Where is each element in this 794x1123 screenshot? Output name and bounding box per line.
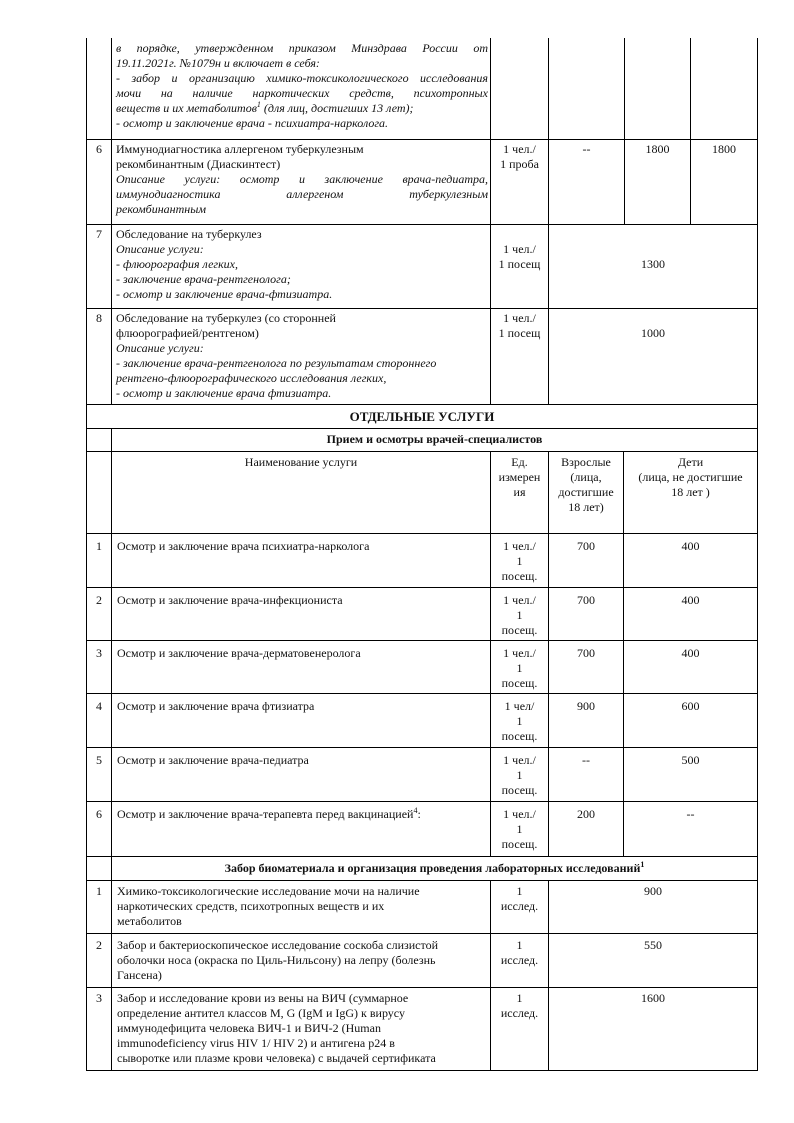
column-header-unit: Ед. измерен ия	[498, 455, 541, 499]
price-cell: 1000	[641, 326, 665, 340]
row-divider	[86, 139, 757, 140]
price-cell: 1800	[712, 142, 736, 156]
price-cell: 1300	[641, 257, 665, 271]
child-price: 400	[681, 646, 700, 660]
row-number: 4	[96, 699, 102, 713]
service-description: Забор и исследование крови из вены на ВИЧ (суммарное определение антител классов M, G (IgM и IgG) к вирусу иммунодефицита человека ВИЧ-1 и ВИЧ-2 (Human immunodeficiency virus HIV 1/ HIV 2) и антигена p24 в сыворотке или плазме крови человека) с выдачей сертификата	[117, 991, 436, 1065]
row-number: 1	[96, 539, 102, 553]
unit-cell: 1 чел./ 1 посещ	[498, 242, 541, 271]
row-divider	[86, 693, 757, 694]
col-divider-price	[624, 38, 625, 224]
service-description: Иммунодиагностика аллергеном туберкулезным рекомбинантным (Диаскинтест) Описание услуги: осмотр и заключение врача-педиатра, иммунодиагностика аллергеном туберкулезным рекомбинантным	[116, 142, 488, 216]
unit-cell: 1 чел./ 1 посещ.	[501, 753, 538, 797]
col-divider-num	[111, 38, 112, 404]
row-divider	[86, 801, 757, 802]
column-header-adults: Взрослые (лица, достигшие 18 лет)	[558, 455, 614, 514]
row-number: 2	[96, 593, 102, 607]
unit-cell: 1 чел./ 1 посещ.	[501, 593, 538, 637]
service-name: Осмотр и заключение врача-дерматовенеролога	[117, 646, 361, 660]
col-divider-unit	[548, 880, 549, 1071]
price-cell: 550	[644, 938, 662, 952]
row-number: 1	[96, 884, 102, 898]
row-number: 6	[96, 807, 102, 821]
service-description: Забор и бактериоскопическое исследование соскоба слизистой оболочки носа (окраска по Циль-Нильсону) на лепру (болезнь Гансена)	[117, 938, 439, 982]
unit-cell: 1 чел/ 1 посещ.	[501, 699, 538, 743]
row-number: 2	[96, 938, 102, 952]
column-header-children: Дети (лица, не достигшие 18 лет )	[638, 455, 743, 499]
row-number: 5	[96, 753, 102, 767]
unit-cell: 1 исслед.	[500, 938, 539, 967]
child-price: 500	[681, 753, 700, 767]
adult-price: 700	[577, 539, 595, 553]
col-divider-num	[111, 428, 112, 1071]
row-divider	[86, 224, 757, 225]
row-divider	[86, 747, 757, 748]
continued-description: в порядке, утвержденном приказом Минздрава России от 19.11.2021г. №1079н и включает в себя: - забор и организацию химико-токсикологического исследования мочи на наличие наркотических средств, психотропных веществ и их метаболитов$^1$ (для лиц, достигших 13 лет); - осмотр и заключение врача - психиатра-нарколога.	[116, 41, 488, 130]
row-divider	[86, 428, 757, 429]
adult-price: 700	[577, 593, 595, 607]
price-cell: --	[582, 142, 591, 156]
col-divider-unit	[548, 38, 549, 404]
unit-cell: 1 чел./ 1 посещ.	[501, 807, 538, 851]
unit-cell: 1 чел./ 1 проба	[500, 142, 539, 171]
row-number: 7	[96, 227, 102, 241]
row-divider	[86, 587, 757, 588]
service-name: Осмотр и заключение врача-педиатра	[117, 753, 309, 767]
unit-cell: 1 исслед.	[500, 991, 539, 1020]
table-border-bottom	[86, 1070, 757, 1071]
adult-price: 900	[577, 699, 595, 713]
row-divider	[86, 533, 757, 534]
service-name: Осмотр и заключение врача-инфекциониста	[117, 593, 343, 607]
child-price: --	[686, 807, 695, 821]
row-divider	[86, 404, 757, 405]
service-name: Осмотр и заключение врача-терапевта перед вакцинацией$^4$:	[117, 806, 421, 821]
row-number: 3	[96, 991, 102, 1005]
service-name: Осмотр и заключение врача фтизиатра	[117, 699, 315, 713]
col-divider-price	[690, 38, 691, 224]
child-price: 400	[681, 539, 700, 553]
price-cell: 900	[644, 884, 662, 898]
unit-cell: 1 исслед.	[500, 884, 539, 913]
row-divider	[86, 308, 757, 309]
row-number: 3	[96, 646, 102, 660]
adult-price: --	[582, 753, 590, 767]
adult-price: 700	[577, 646, 595, 660]
price-cell: 1800	[645, 142, 670, 156]
service-description: Обследование на туберкулез (со сторонней флюорографией/рентгеном) Описание услуги: - заключение врача-рентгенолога по результатам стороннего рентгено-флюорографического исследования легких, - осмотр и заключение врача фтизиатра.	[116, 311, 437, 400]
unit-cell: 1 чел./ 1 посещ.	[501, 646, 538, 690]
adult-price: 200	[577, 807, 595, 821]
row-divider	[86, 880, 757, 881]
unit-cell: 1 чел./ 1 посещ.	[501, 539, 538, 583]
table-border-right	[757, 38, 758, 1071]
service-description: Обследование на туберкулез Описание услуги: - флюорография легких, - заключение врача-рентгенолога; - осмотр и заключение врача-фтизиатра.	[116, 227, 333, 301]
unit-cell: 1 чел./ 1 посещ	[498, 311, 541, 340]
service-name: Осмотр и заключение врача психиатра-нарколога	[117, 539, 370, 553]
child-price: 600	[681, 699, 700, 713]
subsection-title: Забор биоматериала и организация проведения лабораторных исследований$^1$	[224, 860, 645, 875]
table-border-left	[86, 38, 87, 1071]
row-divider	[86, 640, 757, 641]
row-divider	[86, 987, 757, 988]
price-cell: 1600	[641, 991, 665, 1005]
col-divider-name	[490, 38, 491, 404]
section-title: ОТДЕЛЬНЫЕ УСЛУГИ	[349, 409, 495, 424]
row-divider	[86, 933, 757, 934]
row-divider	[86, 451, 757, 452]
row-divider	[86, 856, 757, 857]
child-price: 400	[681, 593, 700, 607]
service-description: Химико-токсикологические исследование мочи на наличие наркотических средств, психотропных веществ и их метаболитов	[117, 884, 420, 928]
subsection-title: Прием и осмотры врачей-специалистов	[326, 432, 543, 446]
row-number: 6	[96, 142, 102, 156]
column-header-name: Наименование услуги	[244, 455, 358, 469]
row-number: 8	[96, 311, 102, 325]
